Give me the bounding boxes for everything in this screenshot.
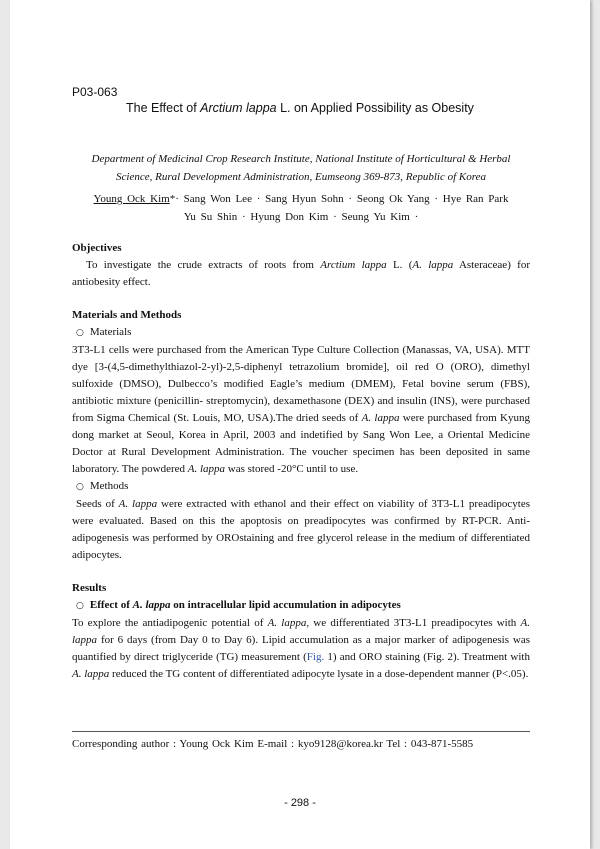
author-list xyxy=(66,190,536,226)
abstract-code: P03-063 xyxy=(72,85,118,99)
title-text-2: L. on Applied Possibility as Obesity xyxy=(276,101,474,115)
co-authors-1: *· Sang Won Lee · Sang Hyun Sohn · Seong Ok Yang · Hye Ran Park xyxy=(169,193,509,205)
authors-line-2: Yu Su Shin · Hyung Don Kim · Seung Yu Kim · xyxy=(183,211,419,223)
authors-line-1 xyxy=(66,190,536,208)
title-text-1: The Effect of xyxy=(126,101,201,115)
methods-subheading: ○ Methods xyxy=(76,480,129,492)
objectives-text: To investigate the crude extracts of roots from Arctium lappa L. (A. lappa Asteraceae) for antiobesity effect. xyxy=(72,259,530,288)
objectives-heading: Objectives xyxy=(72,242,122,254)
results-subheading: ○ Effect of A. lappa on intracellular lipid accumulation in adipocytes xyxy=(76,599,401,611)
abstract-body xyxy=(72,240,530,683)
white-circle-bullet-icon: ○ xyxy=(76,328,84,338)
paper-title xyxy=(10,101,590,115)
white-circle-bullet-icon: ○ xyxy=(76,482,84,492)
results-heading: Results xyxy=(72,582,107,594)
first-author: Young Ock Kim xyxy=(93,193,170,205)
page-number: - 298 - xyxy=(284,797,316,809)
affiliation xyxy=(66,150,536,186)
methods-heading: Materials and Methods xyxy=(72,309,182,321)
paper-page xyxy=(10,0,590,849)
affiliation-line-1: Department of Medicinal Crop Research Institute, National Institute of Horticultural & Herbal xyxy=(91,153,511,165)
methods-text: Seeds of A. lappa were extracted with ethanol and their effect on viability of 3T3-L1 preadipocytes were evaluated. Based on this the apoptosis on preadipocytes was confirmed by RT-PCR. Anti-adipogenesis was performed by OROstaining and free glycerol release in the medium of differentiated adipocytes. xyxy=(72,498,530,561)
white-circle-bullet-icon: ○ xyxy=(76,601,84,611)
title-species: Arctium lappa xyxy=(200,101,277,115)
materials-subheading: ○ Materials xyxy=(76,326,132,338)
footnote-divider xyxy=(72,731,530,732)
results-text: To explore the antiadipogenic potential of A. lappa, we differentiated 3T3-L1 preadipocytes with A. lappa for 6 days (from Day 0 to Day 6). Lipid accumulation as a major marker of adipogenesis was quantified by direct triglyceride (TG) measurement (Fig. 1) and ORO staining (Fig. 2). Treatment with A. lappa reduced the TG content of differentiated adipocyte lysate in a dose-dependent manner (P<.05). xyxy=(72,617,530,680)
affiliation-line-2: Science, Rural Development Administration, Eumseong 369-873, Republic of Korea xyxy=(116,171,486,183)
materials-text: 3T3-L1 cells were purchased from the American Type Culture Collection (Manassas, VA, USA). MTT dye [3-(4,5-dimethylthiazol-2-yl)-2,5-diphenyl tetrazolium bromide], oil red O (ORO), dimethyl sulfoxide (DMSO), Dulbecco’s modified Eagle’s medium (DMEM), Fetal bovine serum (FBS), antibiotic mixture (penicillin- streptomycin), dexamethasone (DEX) and insulin (INS), were purchased from Sigma Chemical (St. Louis, MO, USA).The dried seeds of A. lappa were purchased from Kyung dong market at Seoul, Korea in April, 2003 and indetified by Sang Won Lee, a Oriental Medicine Doctor at Rural Development Administration. The voucher specimen has been deposited in same laboratory. The powdered A. lappa was stored -20°C until to use. xyxy=(72,344,530,475)
corresponding-author-note: Corresponding author : Young Ock Kim E-mail : kyo9128@korea.kr Tel : 043-871-5585 xyxy=(72,738,474,750)
figure-reference-link[interactable]: Fig. xyxy=(306,651,325,663)
